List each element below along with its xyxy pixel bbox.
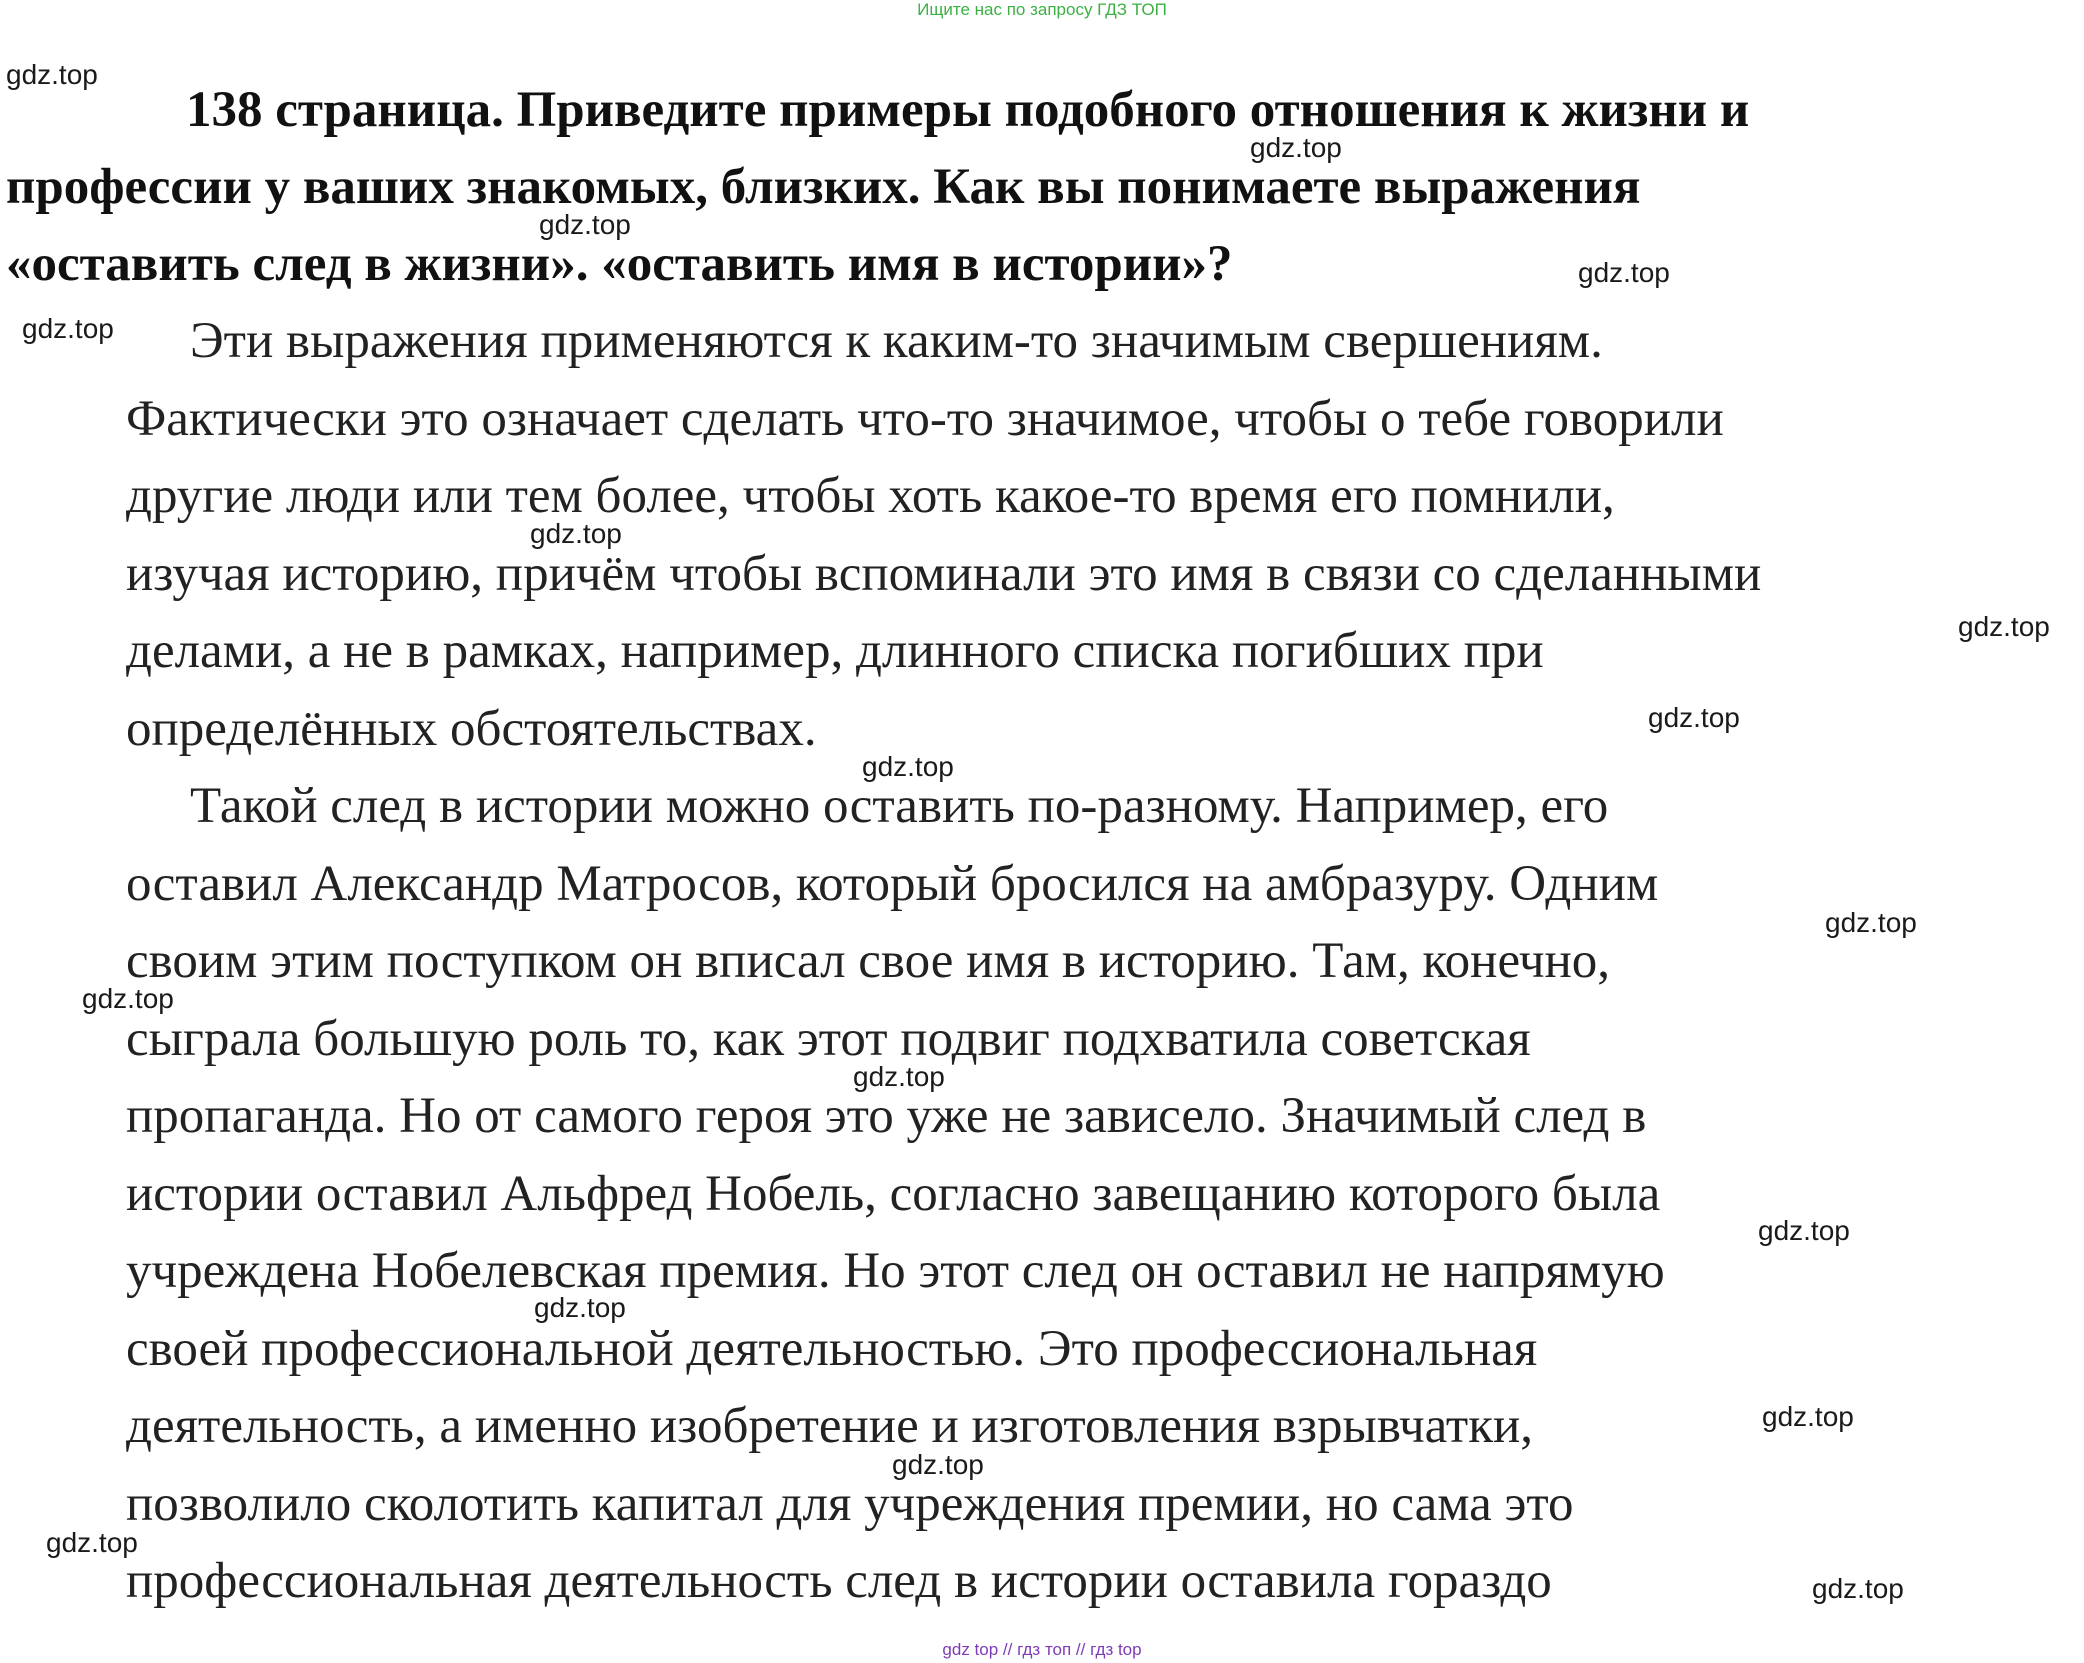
- watermark: gdz.top: [530, 518, 622, 549]
- watermark: gdz.top: [892, 1449, 984, 1480]
- paragraph-line: сыграла большую роль то, как этот подвиг подхватила советская: [126, 1010, 1531, 1067]
- footer-watermark: gdz top // гдз топ // гдз top: [942, 1640, 1142, 1659]
- watermark: gdz.top: [1758, 1215, 1850, 1246]
- watermark: gdz.top: [853, 1061, 945, 1092]
- paragraph-line: деятельность, а именно изобретение и изготовления взрывчатки,: [126, 1398, 1534, 1454]
- watermark: gdz.top: [46, 1527, 138, 1558]
- heading-line: 138 страница. Приведите примеры подобного отношения к жизни и: [186, 82, 1750, 138]
- paragraph-line: изучая историю, причём чтобы вспоминали это имя в связи со сделанными: [126, 545, 1762, 602]
- top-banner: Ищите нас по запросу ГДЗ ТОП: [917, 0, 1167, 19]
- paragraph-line: пропаганда. Но от самого героя это уже не зависело. Значимый след в: [126, 1088, 1647, 1144]
- paragraph-line: Эти выражения применяются к каким-то значимым свершениям.: [190, 313, 1603, 369]
- question-heading: [6, 72, 2046, 303]
- watermark: gdz.top: [534, 1292, 626, 1323]
- paragraph-line: позволило сколотить капитал для учреждения премии, но сама это: [126, 1475, 1574, 1532]
- watermark: gdz.top: [82, 983, 174, 1014]
- paragraph-line: другие люди или тем более, чтобы хоть какое-то время его помнили,: [126, 468, 1615, 524]
- watermark: gdz.top: [1762, 1401, 1854, 1432]
- watermark: gdz.top: [1812, 1573, 1904, 1604]
- heading-line: «оставить след в жизни». «оставить имя в истории»?: [6, 236, 1233, 292]
- heading-line: профессии у ваших знакомых, близких. Как вы понимаете выражения: [6, 159, 1641, 215]
- paragraph-line: делами, а не в рамках, например, длинного списка погибших при: [126, 623, 1544, 679]
- paragraph-line: своим этим поступком он вписал свое имя в историю. Там, конечно,: [126, 933, 1611, 989]
- paragraph-line: Такой след в истории можно оставить по-разному. Например, его: [190, 778, 1609, 834]
- watermark: gdz.top: [1578, 257, 1670, 288]
- watermark: gdz.top: [6, 59, 98, 90]
- paragraph-line: учреждена Нобелевская премия. Но этот след он оставил не напрямую: [126, 1243, 1665, 1299]
- watermark: gdz.top: [862, 751, 954, 782]
- paragraph-line: оставил Александр Матросов, который бросился на амбразуру. Одним: [126, 855, 1659, 912]
- paragraph-line: Фактически это означает сделать что-то значимое, чтобы о тебе говорили: [126, 390, 1724, 447]
- watermark: gdz.top: [1648, 702, 1740, 733]
- watermark: gdz.top: [1250, 132, 1342, 163]
- watermark: gdz.top: [539, 209, 631, 240]
- watermark: gdz.top: [1825, 907, 1917, 938]
- paragraph-line: своей профессиональной деятельностью. Это профессиональная: [126, 1320, 1538, 1377]
- watermark: gdz.top: [1958, 611, 2050, 642]
- paragraph-line: определённых обстоятельствах.: [126, 700, 817, 757]
- paragraph-line: истории оставил Альфред Нобель, согласно завещанию которого была: [126, 1165, 1661, 1222]
- watermark: gdz.top: [22, 313, 114, 344]
- paragraph-line: профессиональная деятельность след в истории оставила гораздо: [126, 1553, 1552, 1609]
